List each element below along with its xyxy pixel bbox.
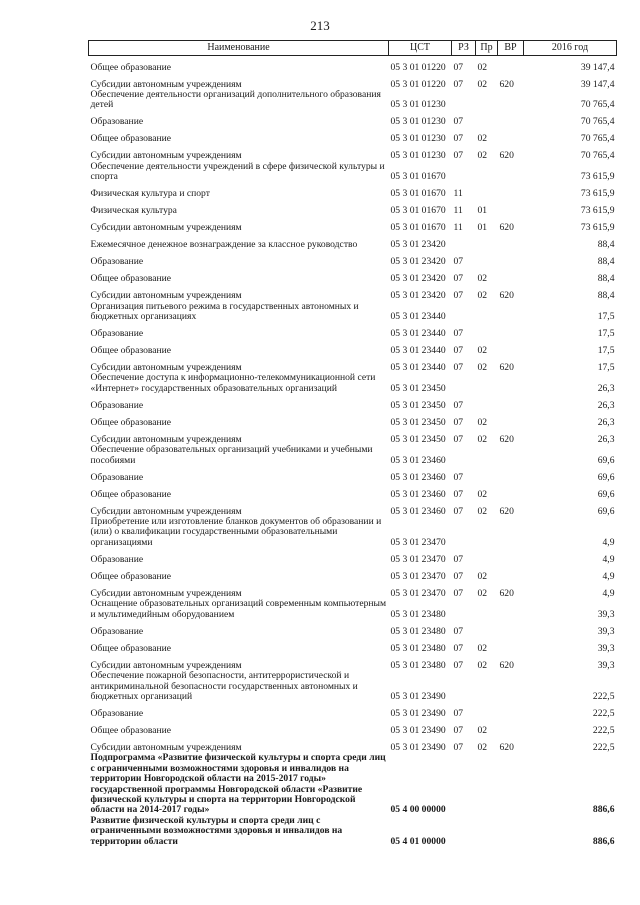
row-pr: 02: [477, 570, 488, 582]
table-row: [89, 339, 617, 356]
row-rz: 07: [453, 133, 464, 145]
row-vr: [498, 234, 524, 251]
row-amount: 222,5: [592, 741, 615, 753]
row-vr: [498, 394, 524, 411]
table-row: [89, 162, 617, 183]
row-vr: 620: [499, 78, 514, 90]
table-row: [89, 517, 617, 548]
row-name: Физическая культура: [90, 205, 177, 217]
row-cst: 05 3 01 01670: [390, 222, 446, 234]
table-row: [89, 111, 617, 128]
table-row: [89, 268, 617, 285]
row-rz: 07: [453, 256, 464, 268]
row-name: Субсидии автономным учреждениям: [90, 362, 242, 374]
row-pr: 02: [477, 659, 488, 671]
row-pr: [476, 302, 498, 323]
row-amount: 39,3: [597, 625, 615, 637]
row-cst: 05 3 01 23480: [390, 659, 446, 671]
row-vr: 620: [499, 222, 514, 234]
table-row: [89, 128, 617, 145]
row-amount: 222,5: [592, 690, 615, 702]
row-vr: [498, 620, 524, 637]
row-pr: 02: [477, 133, 488, 145]
row-rz: 07: [453, 642, 464, 654]
row-amount: 4,9: [602, 587, 615, 599]
row-vr: [498, 565, 524, 582]
row-amount: 4,9: [602, 536, 615, 548]
table-body: [89, 56, 617, 847]
row-cst: 05 3 01 23470: [390, 587, 446, 599]
row-amount: 88,4: [597, 256, 615, 268]
row-name: Общее образование: [90, 724, 172, 736]
row-rz: 07: [453, 471, 464, 483]
row-vr: [498, 90, 524, 111]
row-pr: [476, 702, 498, 719]
row-name: Субсидии автономным учреждениям: [90, 587, 242, 599]
row-vr: [498, 183, 524, 200]
row-cst: 05 3 01 23440: [390, 311, 446, 323]
table-row: [89, 719, 617, 736]
row-pr: 02: [477, 150, 488, 162]
row-vr: [498, 128, 524, 145]
row-pr: [476, 671, 498, 702]
table-row: [89, 234, 617, 251]
row-rz: 07: [453, 724, 464, 736]
row-pr: 02: [477, 587, 488, 599]
page-number: 213: [310, 18, 330, 33]
header-year: 2016 год: [524, 41, 617, 56]
row-name: Общее образование: [90, 273, 172, 285]
row-amount: 39,3: [597, 642, 615, 654]
row-cst: 05 3 01 23420: [390, 239, 446, 251]
row-vr: [498, 268, 524, 285]
row-pr: [476, 234, 498, 251]
table-row: [89, 285, 617, 302]
row-name: Образование: [90, 625, 144, 637]
row-vr: [498, 599, 524, 620]
table-row: [89, 90, 617, 111]
header-rz: РЗ: [452, 41, 476, 56]
row-cst: 05 3 01 01230: [390, 116, 446, 128]
row-pr: [476, 599, 498, 620]
header-vr: ВР: [498, 41, 524, 56]
row-name: Образование: [90, 707, 144, 719]
row-vr: [498, 373, 524, 394]
table-row: [89, 217, 617, 234]
row-rz: 07: [453, 505, 464, 517]
row-name: Развитие физической культуры и спорта среди лиц с ограниченными возможностями здоровья и инвалидов на территории области: [90, 814, 343, 847]
row-rz: 07: [453, 290, 464, 302]
row-rz: 07: [453, 587, 464, 599]
row-cst: 05 3 01 23480: [390, 625, 446, 637]
row-pr: 01: [477, 222, 488, 234]
row-name: Образование: [90, 553, 144, 565]
row-amount: 4,9: [602, 570, 615, 582]
row-cst: 05 3 01 23460: [390, 505, 446, 517]
row-pr: [476, 373, 498, 394]
row-rz: 07: [453, 553, 464, 565]
row-amount: 26,3: [597, 399, 615, 411]
table-row: [89, 394, 617, 411]
row-cst: 05 3 01 23440: [390, 328, 446, 340]
row-cst: 05 3 01 23450: [390, 416, 446, 428]
row-vr: [498, 339, 524, 356]
row-pr: [476, 517, 498, 548]
row-cst: 05 3 01 23440: [390, 362, 446, 374]
row-name: Субсидии автономным учреждениям: [90, 222, 242, 234]
row-vr: [498, 322, 524, 339]
table-row: [89, 702, 617, 719]
table-row: [89, 356, 617, 373]
row-cst: 05 3 01 23460: [390, 488, 446, 500]
row-cst: 05 3 01 23470: [390, 553, 446, 565]
header-cst: ЦСТ: [389, 41, 452, 56]
row-vr: [498, 816, 524, 847]
row-amount: 39 147,4: [580, 78, 615, 90]
row-name: Общее образование: [90, 570, 172, 582]
row-name: Субсидии автономным учреждениям: [90, 505, 242, 517]
row-pr: 02: [477, 505, 488, 517]
row-vr: [498, 111, 524, 128]
row-pr: 02: [477, 61, 488, 73]
row-cst: 05 4 00 00000: [390, 804, 446, 816]
table-row: [89, 302, 617, 323]
row-pr: [476, 90, 498, 111]
row-name: Общее образование: [90, 488, 172, 500]
row-amount: 70 765,4: [580, 133, 615, 145]
row-amount: 222,5: [592, 724, 615, 736]
row-vr: [498, 411, 524, 428]
row-pr: 02: [477, 433, 488, 445]
row-amount: 17,5: [597, 311, 615, 323]
row-name: Образование: [90, 116, 144, 128]
row-amount: 39,3: [597, 608, 615, 620]
row-rz: 07: [453, 328, 464, 340]
row-pr: 02: [477, 416, 488, 428]
row-name: Субсидии автономным учреждениям: [90, 659, 242, 671]
row-amount: 26,3: [597, 382, 615, 394]
row-cst: 05 3 01 01220: [390, 61, 446, 73]
row-rz: 07: [453, 625, 464, 637]
row-pr: 02: [477, 642, 488, 654]
row-cst: 05 3 01 23460: [390, 471, 446, 483]
table-row: [89, 200, 617, 217]
row-amount: 73 615,9: [580, 222, 615, 234]
row-vr: 620: [499, 150, 514, 162]
table-row: [89, 548, 617, 565]
row-vr: [498, 719, 524, 736]
row-vr: [498, 702, 524, 719]
row-pr: [476, 816, 498, 847]
row-rz: [452, 816, 476, 847]
table-row: [89, 483, 617, 500]
row-pr: 02: [477, 362, 488, 374]
budget-table: [88, 40, 617, 847]
row-name: Подпрограмма «Развитие физической культуры и спорта среди лиц с ограниченными возможностями здоровья и инвалидов на территории Новгородской области на 2015-2017 годы» государственной программы Новгородской области «Развитие физической культуры и спорта на территории Новгородской области на 2014-2017 годы»: [90, 752, 386, 816]
row-amount: 70 765,4: [580, 150, 615, 162]
row-amount: 17,5: [597, 328, 615, 340]
table-row: [89, 251, 617, 268]
row-cst: 05 4 01 00000: [390, 835, 446, 847]
row-name: Обеспечение доступа к информационно-телекоммуникационной сети «Интернет» государственных образовательных организаций: [90, 372, 376, 394]
row-pr: [476, 183, 498, 200]
row-amount: 17,5: [597, 345, 615, 357]
row-pr: [476, 445, 498, 466]
row-cst: 05 3 01 23470: [390, 536, 446, 548]
row-rz: [452, 753, 476, 815]
row-cst: 05 3 01 23450: [390, 399, 446, 411]
row-name: Оснащение образовательных организаций современным компьютерным и мультимедийным оборудованием: [90, 598, 387, 620]
row-cst: 05 3 01 23490: [390, 741, 446, 753]
row-pr: [476, 753, 498, 815]
row-vr: [498, 200, 524, 217]
table-row: [89, 654, 617, 671]
row-rz: 07: [453, 433, 464, 445]
row-amount: 69,6: [597, 488, 615, 500]
row-cst: 05 3 01 23440: [390, 345, 446, 357]
row-rz: 11: [453, 188, 463, 200]
row-pr: [476, 162, 498, 183]
row-vr: [498, 466, 524, 483]
row-rz: 07: [453, 150, 464, 162]
row-name: Субсидии автономным учреждениям: [90, 290, 242, 302]
row-rz: 07: [453, 345, 464, 357]
table-row: [89, 73, 617, 90]
row-vr: 620: [499, 505, 514, 517]
table-row: [89, 736, 617, 753]
row-name: Обеспечение образовательных организаций учебниками и учебными пособиями: [90, 444, 373, 466]
row-amount: 73 615,9: [580, 205, 615, 217]
row-amount: 17,5: [597, 362, 615, 374]
row-vr: 620: [499, 587, 514, 599]
row-name: Общее образование: [90, 61, 172, 73]
row-amount: 69,6: [597, 471, 615, 483]
row-amount: 4,9: [602, 553, 615, 565]
row-pr: [476, 466, 498, 483]
row-name: Субсидии автономным учреждениям: [90, 741, 242, 753]
row-rz: 07: [453, 399, 464, 411]
row-rz: 07: [453, 416, 464, 428]
row-vr: [498, 162, 524, 183]
row-rz: 07: [453, 61, 464, 73]
row-name: Субсидии автономным учреждениям: [90, 78, 242, 90]
row-amount: 88,4: [597, 273, 615, 285]
row-vr: [498, 445, 524, 466]
table-row: [89, 500, 617, 517]
row-cst: 05 3 01 23420: [390, 290, 446, 302]
row-pr: [476, 548, 498, 565]
row-vr: 620: [499, 362, 514, 374]
row-vr: [498, 56, 524, 74]
row-rz: 07: [453, 488, 464, 500]
row-vr: [498, 671, 524, 702]
row-cst: 05 3 01 23420: [390, 256, 446, 268]
row-rz: 07: [453, 362, 464, 374]
table-row: [89, 637, 617, 654]
row-name: Организация питьевого режима в государственных автономных и бюджетных организациях: [90, 300, 359, 323]
row-rz: 07: [453, 78, 464, 90]
row-name: Субсидии автономным учреждениям: [90, 433, 242, 445]
row-pr: 02: [477, 78, 488, 90]
row-name: Обеспечение деятельности учреждений в сфере физической культуры и спорта: [90, 160, 385, 183]
row-cst: 05 3 01 01230: [390, 150, 446, 162]
row-cst: 05 3 01 23420: [390, 273, 446, 285]
row-cst: 05 3 01 23460: [390, 454, 446, 466]
row-amount: 70 765,4: [580, 116, 615, 128]
table-row: [89, 466, 617, 483]
table-row: [89, 428, 617, 445]
row-amount: 73 615,9: [580, 171, 615, 183]
row-rz: 07: [453, 707, 464, 719]
row-cst: 05 3 01 01230: [390, 99, 446, 111]
row-vr: 620: [499, 741, 514, 753]
row-rz: [452, 445, 476, 466]
row-cst: 05 3 01 01670: [390, 188, 446, 200]
row-pr: 01: [477, 205, 488, 217]
row-amount: 886,6: [592, 835, 615, 847]
row-pr: 02: [477, 290, 488, 302]
row-amount: 73 615,9: [580, 188, 615, 200]
row-amount: 39,3: [597, 659, 615, 671]
table-row: [89, 753, 617, 815]
row-vr: 620: [499, 433, 514, 445]
row-amount: 222,5: [592, 707, 615, 719]
row-vr: [498, 483, 524, 500]
row-name: Обеспечение деятельности организаций дополнительного образования детей: [90, 89, 381, 111]
row-amount: 88,4: [597, 290, 615, 302]
table-row: [89, 599, 617, 620]
row-name: Субсидии автономным учреждениям: [90, 150, 242, 162]
row-pr: [476, 620, 498, 637]
table-row: [89, 565, 617, 582]
row-rz: [452, 599, 476, 620]
row-name: Общее образование: [90, 345, 172, 357]
row-name: Ежемесячное денежное вознаграждение за классное руководство: [90, 239, 358, 251]
row-vr: 620: [499, 659, 514, 671]
row-amount: 69,6: [597, 505, 615, 517]
row-rz: 07: [453, 273, 464, 285]
row-cst: 05 3 01 23490: [390, 724, 446, 736]
table-row: [89, 411, 617, 428]
row-rz: 07: [453, 659, 464, 671]
row-name: Образование: [90, 256, 144, 268]
row-rz: 07: [453, 570, 464, 582]
row-cst: 05 3 01 23450: [390, 433, 446, 445]
row-amount: 69,6: [597, 454, 615, 466]
row-rz: 07: [453, 116, 464, 128]
row-pr: 02: [477, 488, 488, 500]
row-cst: 05 3 01 01220: [390, 78, 446, 90]
row-amount: 39 147,4: [580, 61, 615, 73]
row-pr: 02: [477, 741, 488, 753]
row-pr: [476, 111, 498, 128]
row-cst: 05 3 01 23450: [390, 382, 446, 394]
table-row: [89, 582, 617, 599]
row-amount: 70 765,4: [580, 99, 615, 111]
row-cst: 05 3 01 01230: [390, 133, 446, 145]
table-row: [89, 373, 617, 394]
header-name: Наименование: [89, 41, 389, 56]
row-vr: [498, 548, 524, 565]
table-row: [89, 620, 617, 637]
header-pr: Пр: [476, 41, 498, 56]
row-name: Общее образование: [90, 133, 172, 145]
row-cst: 05 3 01 23480: [390, 642, 446, 654]
row-pr: 02: [477, 273, 488, 285]
table-row: [89, 56, 617, 74]
table-row: [89, 322, 617, 339]
row-cst: 05 3 01 01670: [390, 171, 446, 183]
row-name: Образование: [90, 471, 144, 483]
row-cst: 05 3 01 23490: [390, 707, 446, 719]
row-name: Общее образование: [90, 642, 172, 654]
row-vr: [498, 517, 524, 548]
table-row: [89, 445, 617, 466]
table-row: [89, 183, 617, 200]
row-name: Образование: [90, 328, 144, 340]
row-pr: [476, 394, 498, 411]
row-cst: 05 3 01 23490: [390, 690, 446, 702]
row-rz: 07: [453, 741, 464, 753]
row-vr: 620: [499, 290, 514, 302]
row-amount: 88,4: [597, 239, 615, 251]
table-row: [89, 816, 617, 847]
row-rz: [452, 373, 476, 394]
row-name: Приобретение или изготовление бланков документов об образовании и (или) о квалификации государственными образовательными организациями: [90, 516, 382, 548]
row-pr: [476, 322, 498, 339]
row-amount: 886,6: [592, 804, 615, 816]
table-header-row: [89, 41, 617, 56]
row-rz: [452, 671, 476, 702]
row-pr: [476, 251, 498, 268]
table-row: [89, 145, 617, 162]
row-rz: [452, 162, 476, 183]
row-rz: [452, 517, 476, 548]
row-vr: [498, 753, 524, 815]
row-name: Образование: [90, 399, 144, 411]
row-pr: 02: [477, 345, 488, 357]
row-name: Обеспечение пожарной безопасности, антитеррористической и антикриминальной безопасности государственных автономных и бюджетных организаций: [90, 670, 358, 702]
row-vr: [498, 637, 524, 654]
row-name: Физическая культура и спорт: [90, 188, 210, 200]
row-name: Общее образование: [90, 416, 172, 428]
row-rz: 11: [453, 222, 463, 234]
row-vr: [498, 251, 524, 268]
row-rz: 11: [453, 205, 463, 217]
row-vr: [498, 302, 524, 323]
row-amount: 26,3: [597, 416, 615, 428]
row-pr: 02: [477, 724, 488, 736]
row-amount: 26,3: [597, 433, 615, 445]
row-cst: 05 3 01 23470: [390, 570, 446, 582]
row-cst: 05 3 01 01670: [390, 205, 446, 217]
row-rz: [452, 302, 476, 323]
row-cst: 05 3 01 23480: [390, 608, 446, 620]
row-rz: [452, 234, 476, 251]
table-row: [89, 671, 617, 702]
row-rz: [452, 90, 476, 111]
